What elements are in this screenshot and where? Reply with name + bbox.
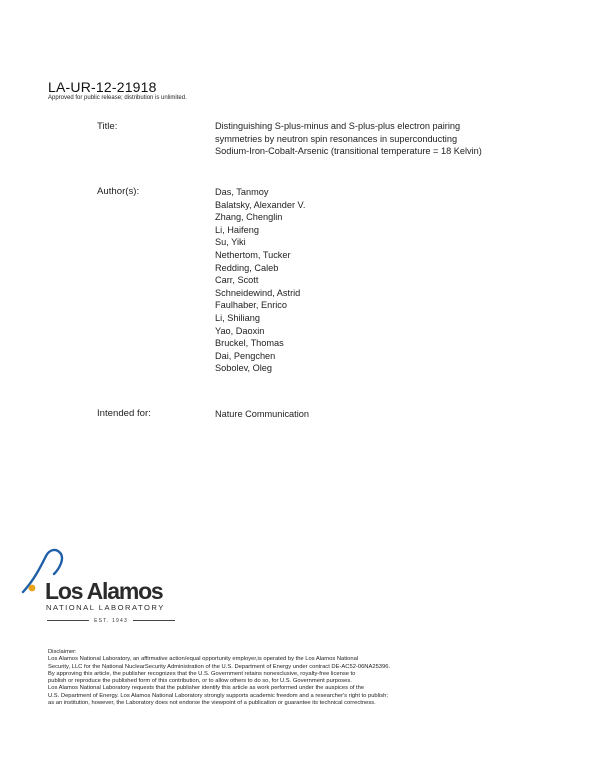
disclaimer-heading: Disclaimer: [48, 649, 77, 655]
author-name: Yao, Daoxin [215, 325, 265, 336]
logo-subtitle: NATIONAL LABORATORY [46, 603, 165, 612]
author-name: Faulhaber, Enrico [215, 300, 288, 311]
intended-for-label: Intended for: [97, 408, 151, 419]
report-number: LA-UR-12-21918 [48, 79, 157, 95]
author-name: Zhang, Chenglin [215, 212, 283, 223]
author-name: Schneidewind, Astrid [215, 287, 301, 298]
author-name: Li, Shiliang [215, 312, 260, 323]
title-line: Sodium-Iron-Cobalt-Arsenic (transitional temperature = 18 Kelvin) [215, 146, 482, 157]
author-name: Dai, Pengchen [215, 350, 276, 361]
logo-rule-right [133, 620, 175, 621]
title-line: Distinguishing S-plus-minus and S-plus-plus electron pairing [215, 121, 461, 131]
author-name: Redding, Caleb [215, 262, 279, 273]
authors-list [215, 186, 305, 375]
disclaimer-line: Los Alamos National Laboratory requests that the publisher identify this article as work performed under the auspices of the [48, 685, 365, 692]
author-name: Nethertom, Tucker [215, 249, 291, 260]
author-name: Das, Tanmoy [215, 187, 269, 197]
author-name: Su, Yiki [215, 237, 246, 248]
title-label: Title: [97, 121, 118, 132]
authors-label: Author(s): [97, 186, 140, 197]
disclaimer [48, 649, 588, 707]
disclaimer-line: as an institution, however, the Laboratory does not endorse the viewpoint of a publication or guarantee its technical correctness. [48, 700, 376, 707]
disclaimer-line: Los Alamos National Laboratory, an affirmative action/equal opportunity employer,is operated by the Los Alamos National [48, 656, 359, 663]
logo-rule-left [47, 620, 89, 621]
logo-name: Los Alamos [45, 578, 163, 604]
orbit-dot-icon [29, 585, 36, 592]
disclaimer-line: publish or reproduce the published form of this contribution, or to allow others to do so, for U.S. Government purposes. [48, 678, 352, 685]
logo-established-row [47, 616, 175, 625]
logo-established: EST. 1943 [94, 617, 128, 624]
disclaimer-line: Security, LLC for the National NuclearSecurity Administration of the U.S. Department of Energy under contract DE-AC52-06NA25396. [48, 663, 391, 670]
disclaimer-line: By approving this article, the publisher recognizes that the U.S. Government retains nonexclusive, royalty-free license to [48, 670, 356, 677]
title-line: symmetries by neutron spin resonances in superconducting [215, 133, 458, 144]
disclaimer-line: U.S. Department of Energy. Los Alamos National Laboratory strongly supports academic freedom and a researcher's right to publish; [48, 692, 388, 699]
author-name: Bruckel, Thomas [215, 338, 284, 349]
author-name: Carr, Scott [215, 275, 259, 286]
lanl-logo [20, 544, 180, 628]
author-name: Sobolev, Oleg [215, 363, 273, 374]
title-value [215, 120, 482, 158]
author-name: Balatsky, Alexander V. [215, 199, 306, 210]
intended-for-value: Nature Communication [215, 409, 309, 419]
release-note: Approved for public release; distribution is unlimited. [48, 95, 187, 101]
author-name: Li, Haifeng [215, 224, 259, 235]
